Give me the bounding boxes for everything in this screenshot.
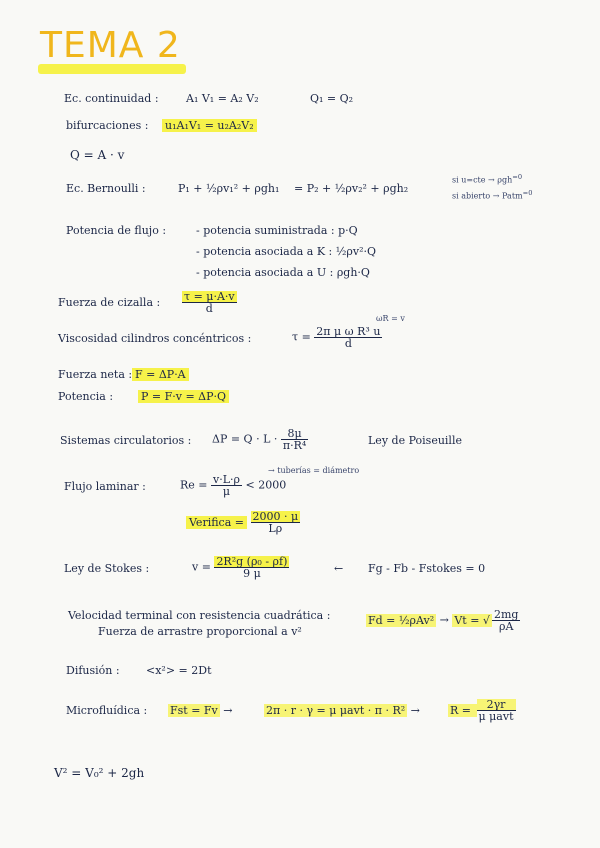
laminar-label: Flujo laminar : <box>64 480 146 493</box>
bernoulli-right: = P₂ + ½ρv₂² + ρgh₂ <box>294 182 409 195</box>
shear-eq: $\frac{\tau = \mu\cdot A\cdot v}{d}$ <box>184 290 235 315</box>
microfluidics-label: Microfluídica : <box>66 704 148 717</box>
page-title: TEMA 2 <box>40 25 181 66</box>
stokes-eq: v = $\frac{\text{2R²g (ρ₀ - ρf)}}{9 \mu}$ <box>192 555 288 580</box>
bernoulli-left: P₁ + ½ρv₁² + ρgh₁ <box>178 182 280 195</box>
viscosity-note: ωR = v <box>376 314 405 323</box>
circulatory-eq: ΔP = Q · L · $\frac{8\mu}{\text{π·R⁴}}$ <box>212 427 307 452</box>
stokes-balance: Fg - Fb - Fstokes = 0 <box>368 562 486 575</box>
bernoulli-note-1: si u=cte → ρgh$^{=0}$ <box>452 173 523 185</box>
viscosity-label: Viscosidad cilindros concéntricos : <box>58 332 252 345</box>
bernoulli-note-2: si abierto → Patm$^{=0}$ <box>452 189 533 201</box>
poiseuille-law: Ley de Poiseuille <box>368 434 462 447</box>
circulatory-label: Sistemas circulatorios : <box>60 434 192 447</box>
notes-page: TEMA 2 Ec. continuidad : A₁ V₁ = A₂ V₂ Q₁ = Q₂ bifurcaciones : u₁A₁V₁ = u₂A₂V₂ Q = A · v Ec. Bernoulli : P₁ + ½ρv₁² + ρgh₁ = P₂ + ½ρv₂² + ρgh₂ si u=cte → ρgh$^{=0}$ si abierto → Patm$^{=0}$ Potencia de flujo : - potencia suministrada : p·Q - potencia asociada a K : ½ρv²·Q - potencia asociada a U : ρgh·Q Fuerza de cizalla : $\frac{\tau = \mu\cdot A\cdot v}{d}$ ωR = v Viscosidad cilindros concéntricos : τ = $\frac{\text{2π μ ω R³ u}}{d}$ Fuerza neta : F = ΔP·A Potencia : P = F·v = ΔP·Q Sistemas circulatorios : ΔP = Q · L · $\frac{8\mu}{\text{π·R⁴}}$ Ley de Poiseuille → tuberías = diámetro Flujo laminar : Re = $\frac{v\cdot L\cdot\rho}{\mu}$ < 2000 Verifica = $\frac{2000 \cdot \mu}{L\rho}$ Ley de Stokes : v = $\frac{\text{2R²g (ρ₀ - ρf)}}{9 \mu}$ ← Fg - Fb - Fstokes = 0 Velocidad terminal con resistencia cuadrática : Fuerza de arrastre proporcional a v² Fd = ½ρAv² → Vt = √ $\frac{2mg}{\rho A}$ Difusión : <x²> = 2Dt Microfluídica : Fst = Fv → 2π · r · γ = μ μavt · π · R² → R = $\frac{2\gamma r}{\text{μ μavt}}$ V² = V₀² + 2gh <box>40 25 533 780</box>
power-flow-item-1: - potencia suministrada : p·Q <box>196 224 358 237</box>
power-eq: P = F·v = ΔP·Q <box>138 390 229 403</box>
final-eq: V² = V₀² + 2gh <box>54 766 145 780</box>
laminar-verify: Verifica = $\frac{2000 \cdot \mu}{L\rho}$ <box>186 511 300 534</box>
laminar-note: → tuberías = diámetro <box>268 466 360 475</box>
laminar-eq: Re = $\frac{v\cdot L\cdot\rho}{\mu}$ < 2000 <box>180 473 287 498</box>
continuity-eq1: A₁ V₁ = A₂ V₂ <box>186 92 259 105</box>
net-force-eq: F = ΔP·A <box>132 368 189 381</box>
terminal-eq: Fd = ½ρAv² → Vt = √ $\frac{2mg}{\rho A}$ <box>368 608 519 633</box>
net-force-label: Fuerza neta : <box>58 368 133 381</box>
bifurcations-eq: u₁A₁V₁ = u₂A₂V₂ <box>162 119 257 132</box>
power-flow-label: Potencia de flujo : <box>66 224 167 237</box>
flow-eq: Q = A · v <box>70 148 125 162</box>
stokes-arrow: ← <box>334 562 344 575</box>
power-label: Potencia : <box>58 390 114 403</box>
terminal-label-2: Fuerza de arrastre proporcional a v² <box>98 625 302 638</box>
microfluidics-result: R = $\frac{2\gamma r}{\text{μ μavt}}$ <box>450 698 514 723</box>
viscosity-eq: τ = $\frac{\text{2π μ ω R³ u}}{d}$ <box>292 325 381 350</box>
bernoulli-label: Ec. Bernoulli : <box>66 182 146 195</box>
microfluidics-eq2: 2π · r · γ = μ μavt · π · R² <box>266 704 406 717</box>
microfluidics-eq1: Fst = Fv <box>170 704 218 717</box>
shear-label: Fuerza de cizalla : <box>58 296 161 309</box>
power-flow-item-2: - potencia asociada a K : ½ρv²·Q <box>196 245 377 258</box>
continuity-label: Ec. continuidad : <box>64 92 159 105</box>
bifurcations-label: bifurcaciones : <box>66 119 149 132</box>
diffusion-label: Difusión : <box>66 664 120 677</box>
stokes-label: Ley de Stokes : <box>64 562 150 575</box>
diffusion-eq: <x²> = 2Dt <box>146 664 212 677</box>
terminal-label-1: Velocidad terminal con resistencia cuadrática : <box>68 609 331 622</box>
continuity-eq2: Q₁ = Q₂ <box>310 92 354 105</box>
power-flow-item-3: - potencia asociada a U : ρgh·Q <box>196 266 370 279</box>
